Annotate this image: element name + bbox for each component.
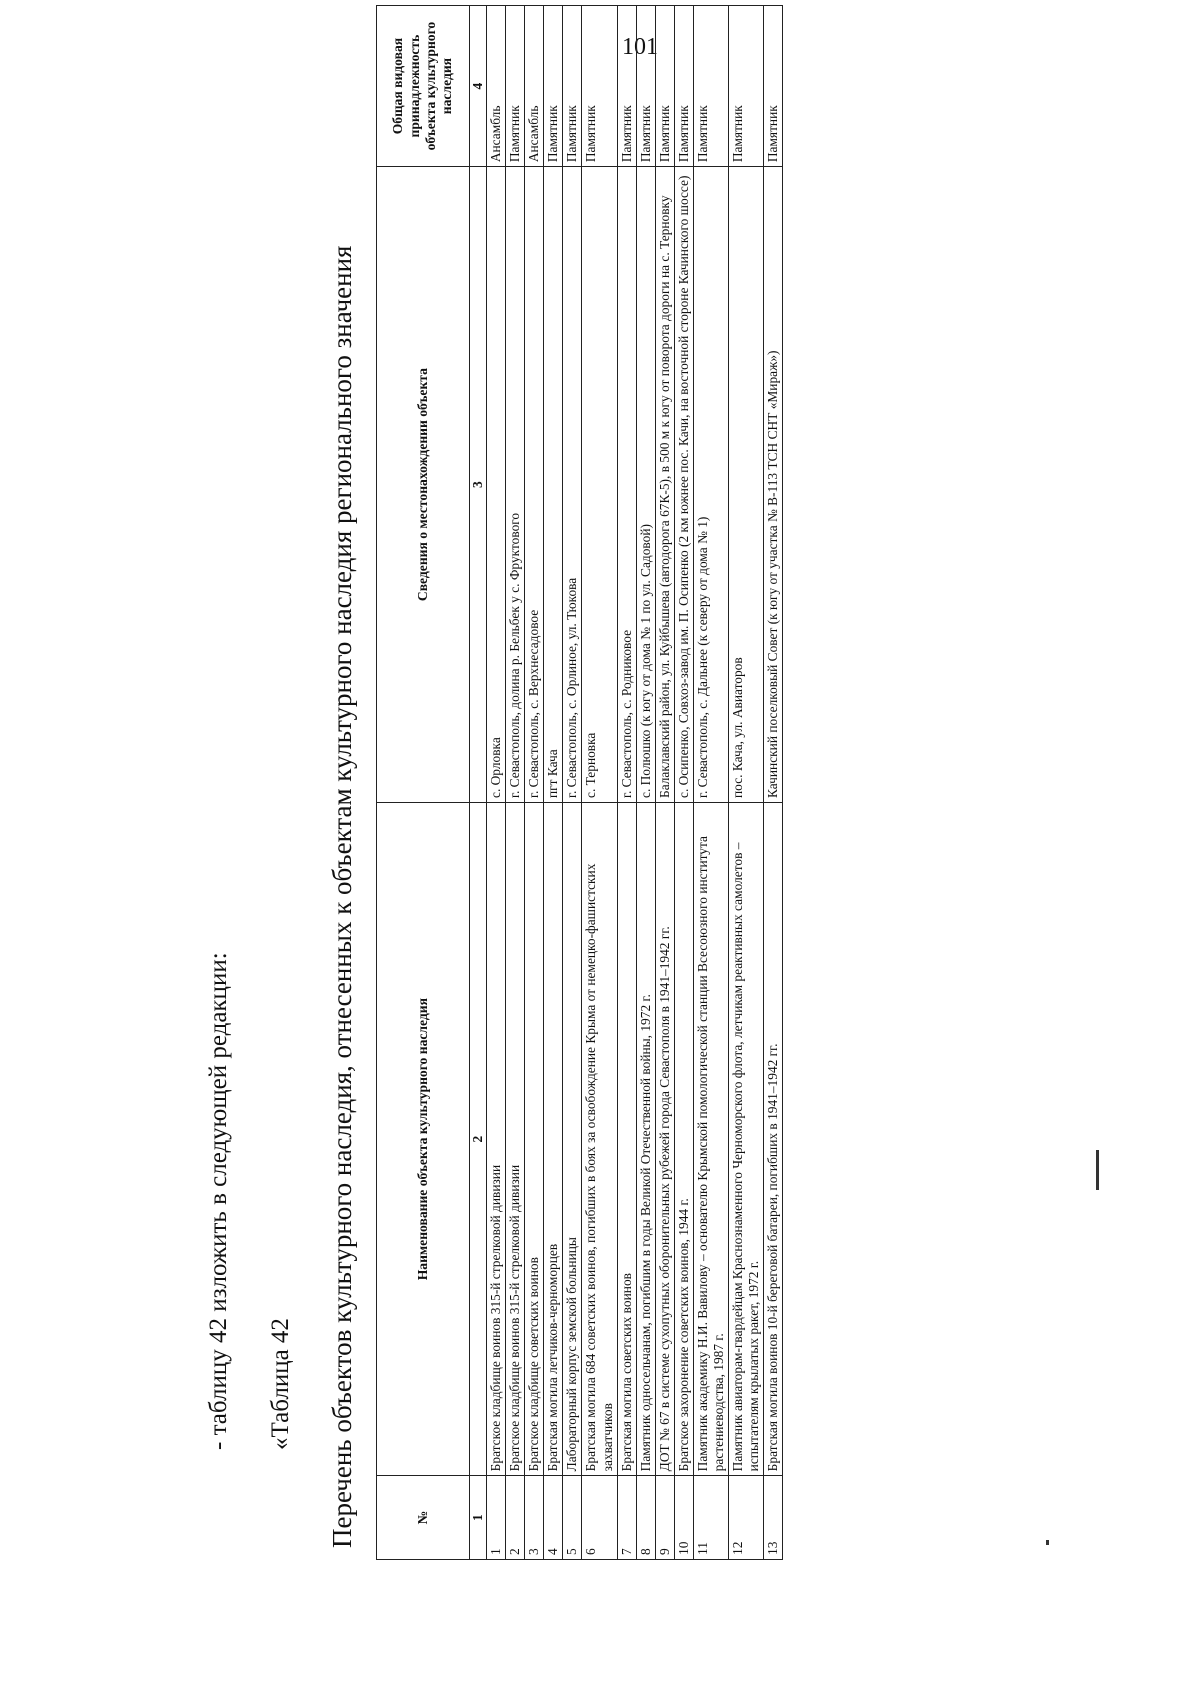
table-row (525, 6, 544, 1560)
cell-type: Памятник (563, 6, 582, 167)
cell-location: с. Терновка (582, 167, 617, 803)
table-body (470, 6, 783, 1560)
cell-location: с. Осипенко, Совхоз-завод им. П. Осипенко (2 км южнее пос. Качи, на восточной стороне Качинского шоссе) (674, 167, 693, 803)
cell-type: Памятник (655, 6, 674, 167)
cell-name: ДОТ № 67 в системе сухопутных оборонительных рубежей города Севастополя в 1941–1942 гг. (655, 803, 674, 1476)
header-name: Наименование объекта культурного наследия (377, 803, 470, 1476)
cell-name: Памятник односельчанам, погибшим в годы Великой Отечественной войны, 1972 г. (636, 803, 655, 1476)
cell-type: Памятник (764, 6, 783, 167)
table-row (729, 6, 764, 1560)
cell-number: 8 (636, 1476, 655, 1560)
cell-location: пос. Кача, ул. Авиаторов (729, 167, 764, 803)
cell-type: Памятник (582, 6, 617, 167)
table-row (506, 6, 525, 1560)
header-type: Общая видовая принадлежность объекта культурного наследия (377, 6, 470, 167)
margin-mark (1096, 1150, 1099, 1190)
cell-location: г. Севастополь, с. Верхнесадовое (525, 167, 544, 803)
cell-name: Памятник академику Н.И. Вавилову – основателю Крымской помологической станции Всесоюзного института растениеводства, 1987 г. (693, 803, 728, 1476)
cell-type: Памятник (674, 6, 693, 167)
column-number: 3 (470, 167, 487, 803)
cell-type: Памятник (506, 6, 525, 167)
cell-number: 5 (563, 1476, 582, 1560)
cell-name: Братская могила 684 советских воинов, погибших в боях за освобождение Крыма от немецко-фашистских захватчиков (582, 803, 617, 1476)
column-number: 4 (470, 6, 487, 167)
cell-number: 11 (693, 1476, 728, 1560)
cell-name: Лабораторный корпус земской больницы (563, 803, 582, 1476)
column-number: 1 (470, 1476, 487, 1560)
table-row (563, 6, 582, 1560)
table-row (693, 6, 728, 1560)
cell-type: Памятник (544, 6, 563, 167)
cell-name: Братское кладбище воинов 315-й стрелковой дивизии (506, 803, 525, 1476)
header-number: № (377, 1476, 470, 1560)
table-row (582, 6, 617, 1560)
cell-location: пгт Кача (544, 167, 563, 803)
column-number: 2 (470, 803, 487, 1476)
cell-number: 6 (582, 1476, 617, 1560)
cell-number: 3 (525, 1476, 544, 1560)
cell-number: 4 (544, 1476, 563, 1560)
heritage-objects-table (376, 5, 783, 1560)
cell-type: Памятник (636, 6, 655, 167)
cell-location: г. Севастополь, долина р. Бельбек у с. Фруктового (506, 167, 525, 803)
cell-name: Братская могила воинов 10-й береговой батареи, погибших в 1941–1942 гг. (764, 803, 783, 1476)
cell-number: 12 (729, 1476, 764, 1560)
cell-name: Братское кладбище воинов 315-й стрелковой дивизии (487, 803, 506, 1476)
cell-type: Памятник (729, 6, 764, 167)
cell-name: Братское захоронение советских воинов, 1944 г. (674, 803, 693, 1476)
cell-location: с. Орловка (487, 167, 506, 803)
cell-location: с. Полюшко (к югу от дома № 1 по ул. Садовой) (636, 167, 655, 803)
cell-location: г. Севастополь, с. Родниковое (617, 167, 636, 803)
cell-name: Братская могила летчиков-черноморцев (544, 803, 563, 1476)
intro-line: - таблицу 42 изложить в следующей редакции: (205, 952, 232, 1450)
table-row (655, 6, 674, 1560)
rotated-page-content (205, 0, 1200, 1560)
table-row (617, 6, 636, 1560)
cell-location: г. Севастополь, с. Дальнее (к северу от дома № 1) (693, 167, 728, 803)
cell-type: Памятник (617, 6, 636, 167)
cell-location: г. Севастополь, с. Орлиное, ул. Тюкова (563, 167, 582, 803)
cell-name: Памятник авиаторам-гвардейцам Краснознаменного Черноморского флота, летчикам реактивных самолетов – испытателям крылатых ракет, 1972 г. (729, 803, 764, 1476)
table-row (674, 6, 693, 1560)
cell-type: Памятник (693, 6, 728, 167)
table-row (636, 6, 655, 1560)
table-row (487, 6, 506, 1560)
table-title: Перечень объектов культурного наследия, отнесенных к объектам культурного наследия регионального значения (327, 245, 357, 1548)
cell-number: 7 (617, 1476, 636, 1560)
cell-location: Балаклавский район, ул. Куйбышева (автодорога 67К-5), в 500 м к югу от поворота дороги на с. Терновку (655, 167, 674, 803)
cell-number: 2 (506, 1476, 525, 1560)
table-row (544, 6, 563, 1560)
page-number: 101 (622, 34, 658, 60)
cell-type: Ансамбль (525, 6, 544, 167)
cell-name: Братская могила советских воинов (617, 803, 636, 1476)
cell-number: 1 (487, 1476, 506, 1560)
margin-dot (1046, 1540, 1049, 1545)
cell-number: 13 (764, 1476, 783, 1560)
cell-number: 10 (674, 1476, 693, 1560)
table-row (764, 6, 783, 1560)
table-caption: «Таблица 42 (267, 1318, 294, 1450)
header-location: Сведения о местонахождении объекта (377, 167, 470, 803)
table-header-row (377, 6, 470, 1560)
column-number-row (470, 6, 487, 1560)
cell-number: 9 (655, 1476, 674, 1560)
cell-location: Качинский поселковый Совет (к югу от участка № В-113 ТСН СНТ «Мираж») (764, 167, 783, 803)
cell-type: Ансамбль (487, 6, 506, 167)
cell-name: Братское кладбище советских воинов (525, 803, 544, 1476)
